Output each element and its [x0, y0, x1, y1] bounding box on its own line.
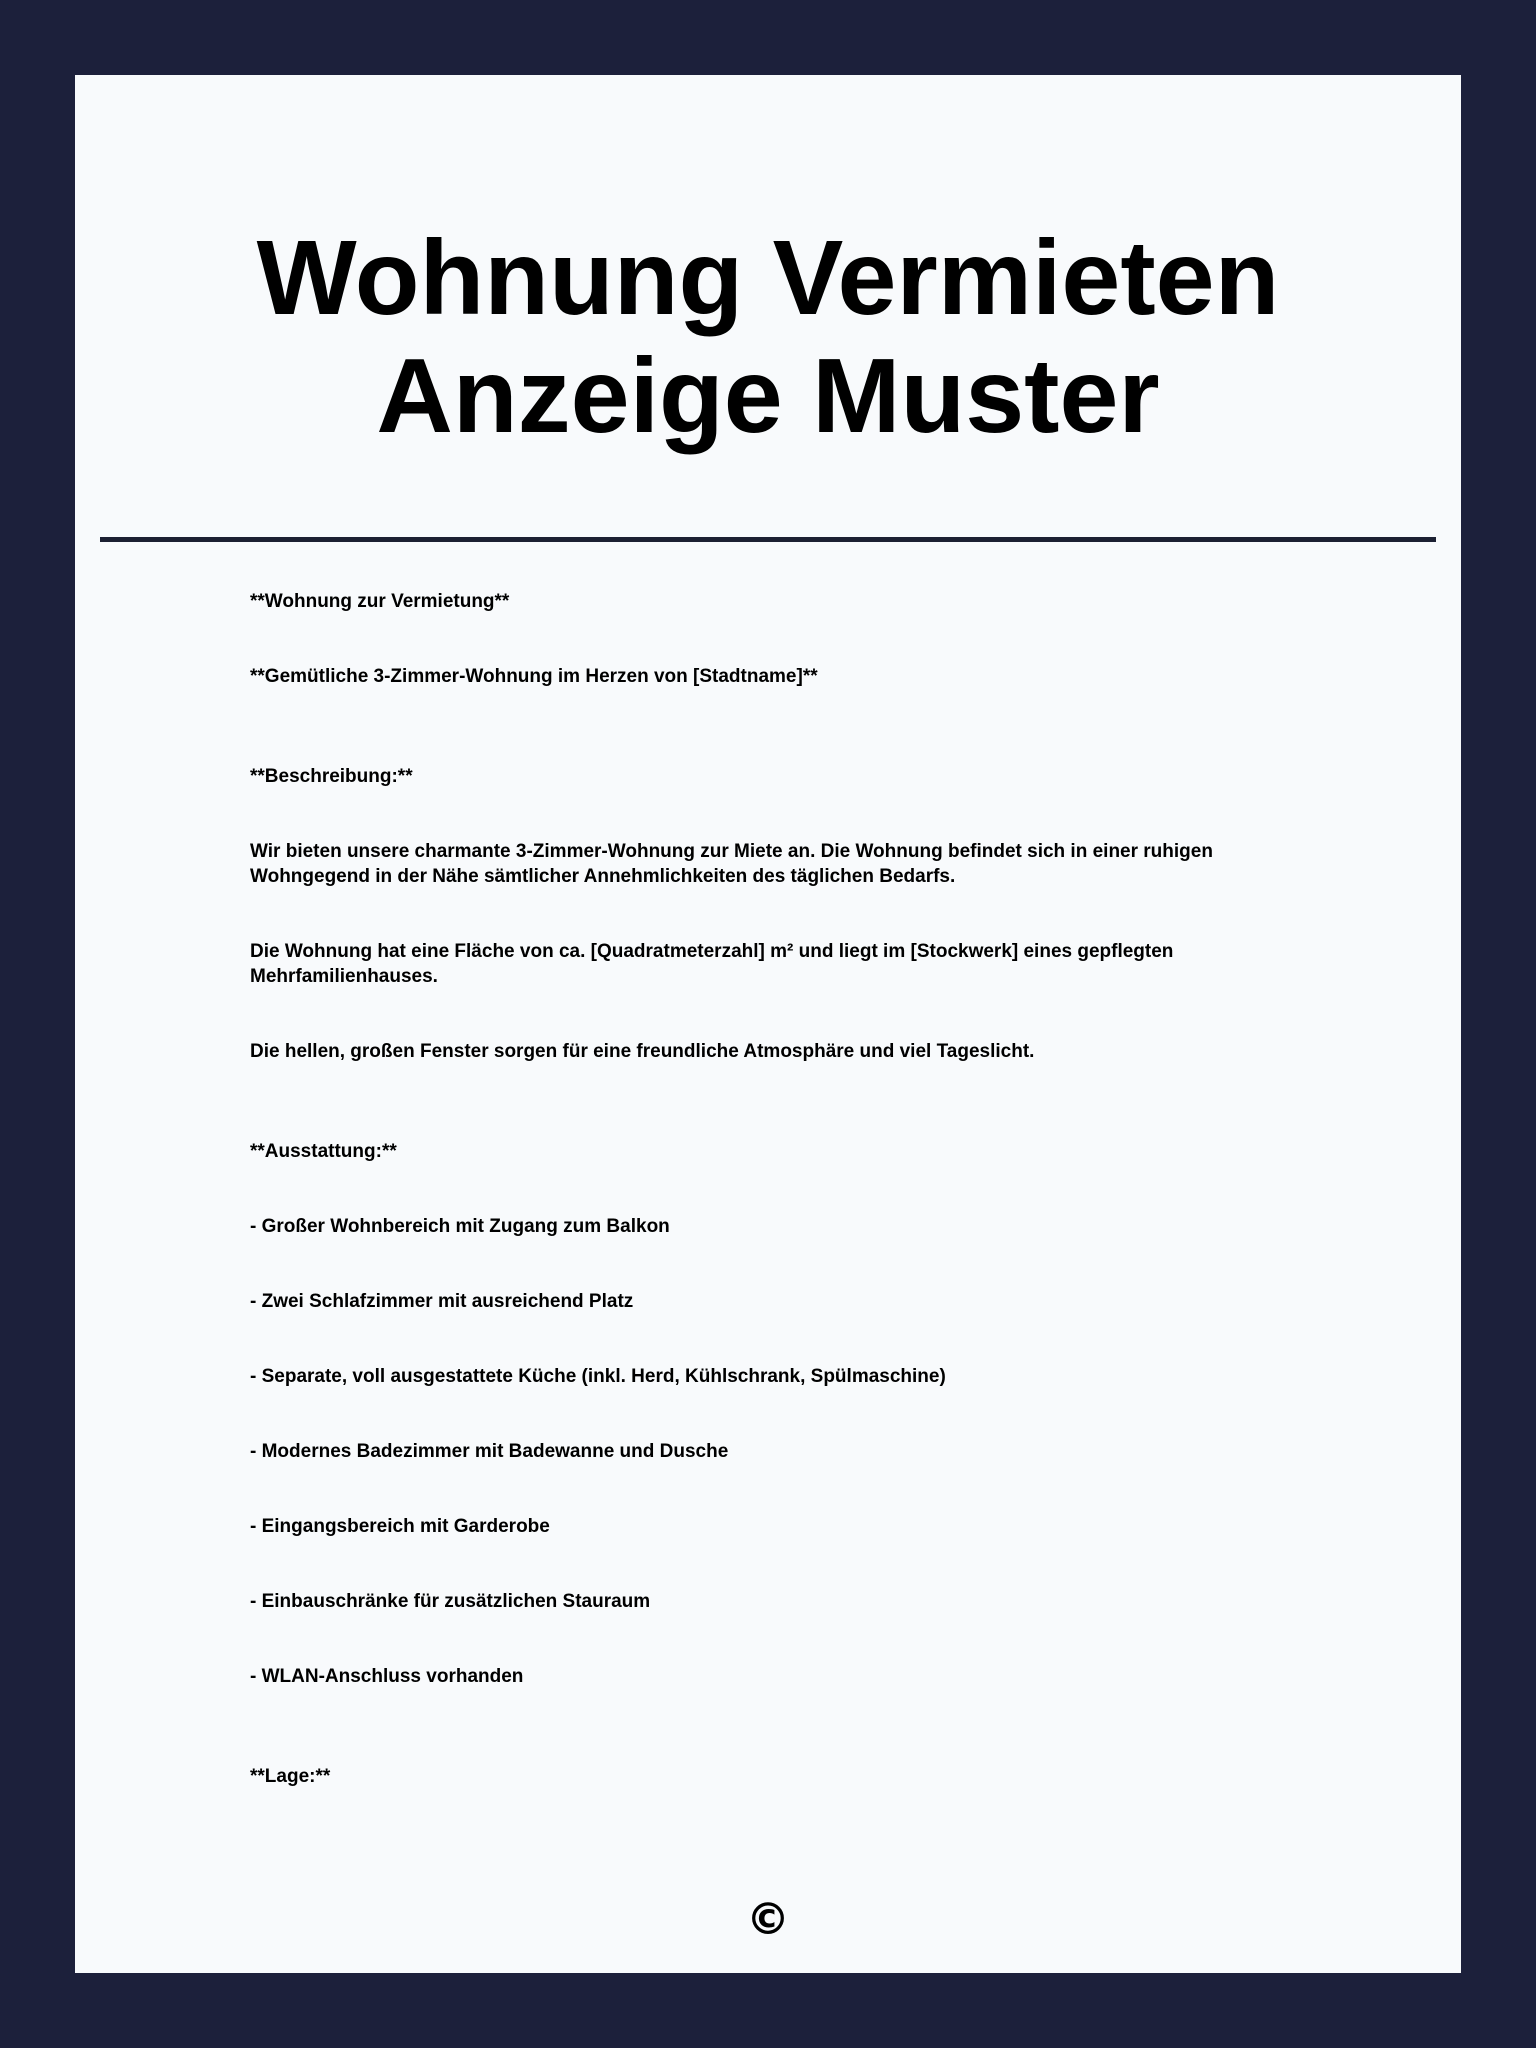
list-item-feature: - Eingangsbereich mit Garderobe	[250, 1516, 550, 1537]
list-item-feature: - Zwei Schlafzimmer mit ausreichend Platz	[250, 1291, 634, 1312]
copyright-icon: ©	[746, 1894, 790, 1945]
paragraph-description-heading: **Beschreibung:**	[250, 766, 413, 787]
list-item-feature: - WLAN-Anschluss vorhanden	[250, 1666, 524, 1687]
list-item-feature: - Separate, voll ausgestattete Küche (inkl. Herd, Kühlschrank, Spülmaschine)	[250, 1366, 946, 1387]
paragraph-description-1: Wir bieten unsere charmante 3-Zimmer-Wohnung zur Miete an. Die Wohnung befindet sich in einer ruhigen Wohngegend in der Nähe sämtlicher Annehmlichkeiten des täglichen Bedarfs.	[250, 841, 1213, 887]
paragraph-description-2: Die Wohnung hat eine Fläche von ca. [Quadratmeterzahl] m² und liegt im [Stockwerk] eines gepflegten Mehrfamilienhauses.	[250, 941, 1174, 987]
paragraph-heading-rental: **Wohnung zur Vermietung**	[250, 591, 510, 612]
page-title	[75, 75, 1461, 535]
list-item-feature: - Modernes Badezimmer mit Badewanne und Dusche	[250, 1441, 729, 1462]
list-item-feature: - Einbauschränke für zusätzlichen Stauraum	[250, 1591, 651, 1612]
document-body	[250, 589, 1310, 1839]
paragraph-location-heading: **Lage:**	[250, 1766, 331, 1787]
paragraph-features-heading: **Ausstattung:**	[250, 1141, 397, 1162]
paragraph-description-3: Die hellen, großen Fenster sorgen für eine freundliche Atmosphäre und viel Tageslicht.	[250, 1041, 1035, 1062]
list-item-feature: - Großer Wohnbereich mit Zugang zum Balkon	[250, 1216, 670, 1237]
page-title-text: Wohnung Vermieten Anzeige Muster	[256, 218, 1280, 455]
document-page	[75, 75, 1461, 1973]
title-divider	[100, 537, 1436, 542]
paragraph-subheading: **Gemütliche 3-Zimmer-Wohnung im Herzen von [Stadtname]**	[250, 666, 818, 687]
